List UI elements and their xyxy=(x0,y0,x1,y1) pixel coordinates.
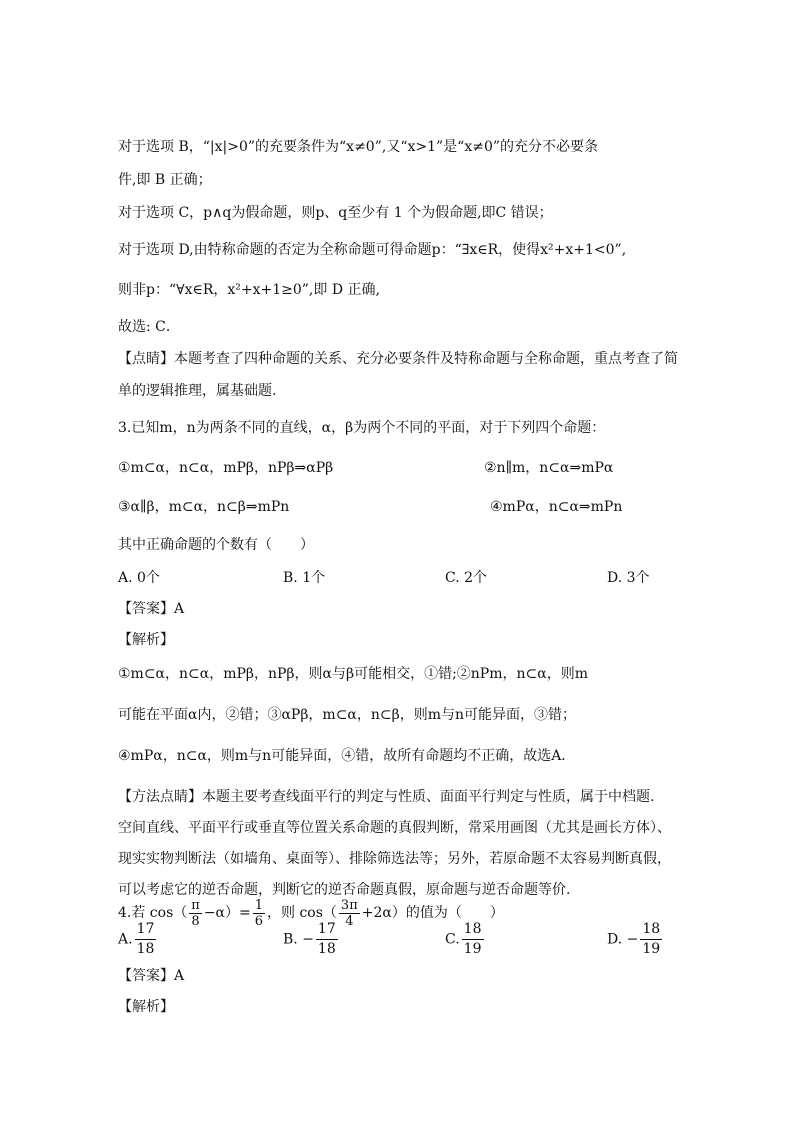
question-3-ask: 其中正确命题的个数有（ ） xyxy=(118,537,314,553)
q4-f2-den: 6 xyxy=(254,913,264,929)
question-3-answer: 【答案】A xyxy=(118,601,185,617)
text-line-option-d-cont: 则非p：“∀x∈R，x²+x+1≥0”,即 D 正确, xyxy=(118,282,380,298)
text-line-option-c: 对于选项 C，p∧q为假命题，则p、q至少有 1 个为假命题,即C 错误； xyxy=(118,205,553,221)
text-line-conclusion: 故选: C． xyxy=(118,319,180,335)
q4-text-post: +2α）的值为（ ） xyxy=(361,905,504,921)
text-line-option-d: 对于选项 D,由特称命题的否定为全称命题可得命题p：“∃x∈R，使得x²+x+1<0”, xyxy=(118,242,627,258)
text-line-dianjing-cont: 单的逻辑推理，属基础题. xyxy=(118,383,277,399)
q4-fraction-1-over-6 xyxy=(253,898,265,929)
q4-option-a-fraction xyxy=(135,920,157,959)
question-4-option-d xyxy=(607,920,664,959)
method-note-line-4: 可以考虑它的逆否命题，判断它的逆否命题真假，原命题与逆否命题等价. xyxy=(118,882,571,898)
q4-fraction-3pi-over-4 xyxy=(339,898,360,929)
question-4-answer: 【答案】A xyxy=(118,968,185,984)
q4-option-c-num: 18 xyxy=(462,920,484,940)
q4-option-a-num: 17 xyxy=(135,920,157,940)
q4-f1-den: 8 xyxy=(191,913,200,929)
q4-f1-num: π xyxy=(191,897,200,913)
q4-option-c-label: C. xyxy=(445,931,460,948)
q4-option-d-den: 19 xyxy=(642,941,661,957)
q4-option-d-fraction xyxy=(640,920,662,959)
q4-option-b-den: 18 xyxy=(317,941,336,957)
proposition-3: ③α∥β，m⊂α，n⊂β⇒mPn xyxy=(118,499,290,515)
q4-option-d-num: 18 xyxy=(640,920,662,940)
text-line-option-b-cont: 件,即 B 正确； xyxy=(118,172,212,188)
q4-text-pre: 4.若 cos（ xyxy=(118,905,188,921)
q4-option-a-den: 18 xyxy=(136,941,155,957)
question-4-analysis-heading: 【解析】 xyxy=(118,999,174,1015)
proposition-4: ④mPα，n⊂α⇒mPn xyxy=(490,499,623,515)
q4-fraction-pi-over-8 xyxy=(189,898,202,929)
proposition-2: ②n∥m，n⊂α⇒mPα xyxy=(484,460,614,476)
text-line-dianjing: 【点睛】本题考查了四种命题的关系、充分必要条件及特称命题与全称命题，重点考查了简 xyxy=(118,351,678,367)
q4-option-a-label: A. xyxy=(118,931,133,948)
question-3-analysis-line-3: ④mPα，n⊂α，则m与n可能异面，④错，故所有命题均不正确，故选A． xyxy=(118,748,576,764)
question-3-analysis-line-1: ①m⊂α，n⊂α，mPβ，nPβ，则α与β可能相交，①错;②nPm，n⊂α，则m xyxy=(118,666,588,682)
q4-option-b-label: B. − xyxy=(283,931,314,948)
q4-option-b-num: 17 xyxy=(316,920,338,940)
q4-option-d-label: D. − xyxy=(607,931,639,948)
method-note-line-1: 【方法点睛】本题主要考查线面平行的判定与性质、面面平行判定与性质，属于中档题. xyxy=(118,789,655,805)
q4-text-mid1: −α）= xyxy=(203,905,251,921)
q4-option-b-fraction xyxy=(316,920,338,959)
question-3-analysis-line-2: 可能在平面α内，②错；③αPβ，m⊂α，n⊂β，则m与n可能异面，③错； xyxy=(118,707,577,723)
q4-option-c-den: 19 xyxy=(463,941,482,957)
q4-f3-num: 3π xyxy=(340,897,358,913)
q4-option-c-fraction xyxy=(462,920,484,959)
question-3-option-d: D. 3个 xyxy=(607,570,650,586)
question-3-stem: 3.已知m，n为两条不同的直线，α，β为两个不同的平面，对于下列四个命题： xyxy=(118,420,606,436)
question-3-option-a: A. 0个 xyxy=(118,570,160,586)
proposition-1: ①m⊂α，n⊂α，mPβ，nPβ⇒αPβ xyxy=(118,460,334,476)
method-note-line-2: 空间直线、平面平行或垂直等位置关系命题的真假判断，常采用画图（尤其是画长方体）、 xyxy=(118,820,671,836)
question-3-option-c: C. 2个 xyxy=(445,570,488,586)
method-note-line-3: 现实实物判断法（如墙角、桌面等）、排除筛选法等；另外，若原命题不太容易判断真假， xyxy=(118,851,671,867)
q4-f2-num: 1 xyxy=(254,897,264,913)
text-line-option-b: 对于选项 B，“|x|>0”的充要条件为“x≠0”,又“x>1”是“x≠0”的充分不必要条 xyxy=(118,139,599,155)
q4-f3-den: 4 xyxy=(345,913,354,929)
question-3-analysis-heading: 【解析】 xyxy=(118,632,174,648)
question-4-option-a xyxy=(118,920,158,959)
question-4-option-b xyxy=(283,920,340,959)
q4-text-mid2: ，则 cos（ xyxy=(267,905,337,921)
question-4-option-c xyxy=(445,920,486,959)
question-3-option-b: B. 1个 xyxy=(283,570,326,586)
